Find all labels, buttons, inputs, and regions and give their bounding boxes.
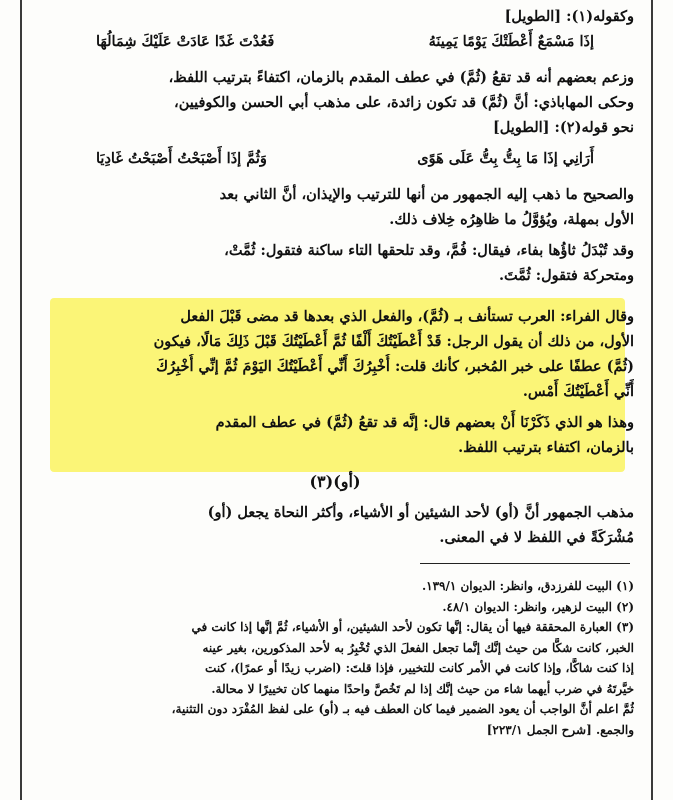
paragraph-2-line-1: والصحيح ما ذهب إليه الجمهور من أنها للترتيب والإيذان، أنَّ الثاني بعد xyxy=(219,186,634,203)
paragraph-5-line-2: بالزمان، اكتفاء بترتيب اللفظ. xyxy=(458,439,634,456)
paragraph-2-line-2: الأول بمهلة، ويُؤوَّلُ ما ظاهِرُه خِلاف ذلك. xyxy=(389,211,634,228)
paragraph-1-line-2: وحكى المهاباذي: أنَّ (ثُمَّ) قد تكون زائدة، على مذهب أبي الحسن والكوفيين، xyxy=(174,94,634,111)
paragraph-4-line-2: الأول، من ذلك أن يقول الرجل: قَدْ أَعْطَيْتُكَ أَلْفًا ثُمَّ أَعْطَيْتُكَ قَبْلَ ذَلِكَ مَالًا، فيكون xyxy=(153,333,634,350)
paragraph-4-line-1: وقال الفراء: العرب تستأنف بـ (ثُمَّ)، والفعل الذي بعدها قد مضى قَبْلَ الفعل xyxy=(180,308,634,325)
verse-2 xyxy=(36,146,634,172)
paragraph-5-line-1: وهذا هو الذي ذَكَرْنَا أَنْ بعضهم قال: إنَّه قد تقعُ (ثُمَّ) في عطف المقدم xyxy=(215,414,634,431)
footnote-2: (٢) البيت لزهير، وانظر: الديوان ٤٨/١. xyxy=(442,599,634,614)
paragraph-3-line-1: وقد تُبْدَلُ ثاؤُها بفاء، فيقال: فُمَّ، وقد تلحقها التاء ساكنة فتقول: ثُمَّتْ، xyxy=(224,242,634,259)
footnote-3-line-4: خيَّرتَهُ في ضرب أيهما شاء من حيث إنَّك إذا لم تَخُصَّ واحدًا منهما كان تخييرًا لا محالة. xyxy=(211,681,634,696)
footnote-3-line-1: (٣) العبارة المحققة فيها أن يقال: إنَّها تكون لأحد الشيئين، أو الأشياء، ثُمَّ إنَّها إذا كانت في xyxy=(191,620,634,634)
section-heading: (أو)(٣) xyxy=(309,472,361,491)
footnote-separator xyxy=(420,563,630,564)
page-border-left xyxy=(20,0,22,800)
verse-1-hemistich-a: إذَا مَسْمَعٌ أَعْطَتْكَ يَوْمًا يَمِينَهُ xyxy=(428,33,594,50)
paragraph-1-line-1: وزعم بعضهم أنه قد تقعُ (ثُمَّ) في عطف المقدم بالزمان، اكتفاءً بترتيب اللفظ، xyxy=(168,69,634,86)
footnote-1: (١) البيت للفرزدق، وانظر: الديوان ١٣٩/١. xyxy=(421,579,634,593)
main-text xyxy=(36,4,634,740)
paragraph-4-line-4: أَنِّي أَعْطَيْتُكَ أَمْس. xyxy=(522,383,634,400)
paragraph-4-line-3: (ثُمَّ) عطفًا على خبر المُخبر، كأنك قلت: أُخْبِرُكَ أَنِّي أَعْطَيْتُكَ اليَوْمَ ثُمَّ إنِّي أُخْبِرُكَ xyxy=(156,358,634,375)
verse-2-hemistich-b: وَثُمَّ إذَا أَصْبَحْتُ أَصْبَحْتُ غَادِيَا xyxy=(96,150,267,167)
paragraph-6-line-2: مُشْرَكَةً في اللفظ لا في المعنى. xyxy=(439,529,634,546)
verse-1 xyxy=(36,29,634,55)
footnote-3-line-6: والجمع. [شرح الجمل ٢٢٣/١] xyxy=(486,722,634,737)
footnote-3-line-3: إذا كنت شاكًّا، وإذا كانت في الأمر كانت للتخيير، فإذا قلتَ: (اضرب زيدًا أو عمرًا)، كنت xyxy=(205,661,634,675)
page-border-right xyxy=(651,0,653,800)
paragraph-3-line-2: ومتحركة فتقول: ثُمَّتَ. xyxy=(498,267,634,284)
verse-2-hemistich-a: أَرَانِي إذَا مَا بِتُّ بِتُّ عَلَى هَوًى xyxy=(417,150,594,167)
footnote-3-line-2: الخبر، كانت شكًّا من حيث إنَّك إنَّما تجعل الفعلَ الذي تُخْبِرُ به لأحد المذكورين، بغير عينه xyxy=(202,640,634,655)
intro-line: وكقوله(١): [الطويل] xyxy=(504,8,634,25)
paragraph-6-line-1: مذهب الجمهور أنَّ (أو) لأحد الشيئين أو الأشياء، وأكثر النحاة يجعل (أو) xyxy=(207,504,634,521)
footnote-3-line-5: ثُمَّ اعلم أنَّ الواجب أن يعود الضمير فيما كان العطف فيه بـ (أو) على لفظ المُفْرَد دون التثنية، xyxy=(171,702,634,716)
verse-1-hemistich-b: فَعُدْتَ غَدًا عَادَتْ عَلَيْكَ شِمَالُهَا xyxy=(96,33,275,50)
paragraph-1-line-3: نحو قوله(٢): [الطويل] xyxy=(492,119,634,136)
